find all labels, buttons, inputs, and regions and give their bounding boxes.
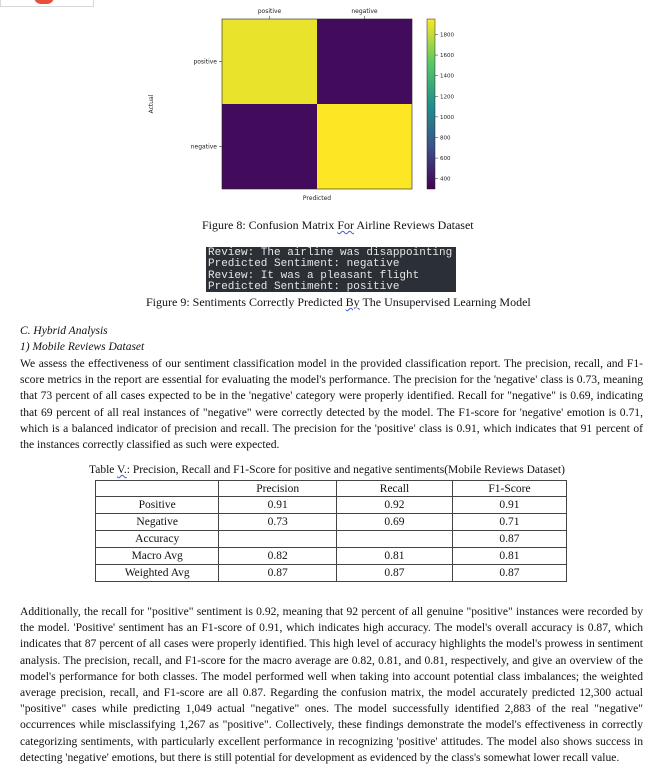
terminal-line: Review: The airline was disappointing	[208, 247, 453, 259]
caption-flagged-word: By	[345, 295, 360, 309]
table-cell: 0.87	[219, 565, 337, 582]
heatmap-cell-positive-negative	[317, 19, 412, 104]
caption-text: Figure 9: Sentiments Correctly Predicted	[146, 295, 346, 309]
table-cell: 0.69	[336, 514, 452, 531]
x-tick-label: negative	[351, 8, 378, 15]
table-row	[96, 497, 567, 514]
table-cell: 0.82	[219, 548, 337, 565]
table-row	[96, 531, 567, 548]
figure-9-caption	[146, 295, 531, 310]
top-toolbar-fragment	[0, 0, 94, 7]
table-cell	[336, 531, 452, 548]
table-cell: 0.81	[336, 548, 452, 565]
y-axis-label: Actual	[148, 94, 155, 114]
table-cell: 0.73	[219, 514, 337, 531]
colorbar-tick-label: 400	[440, 176, 451, 183]
caption-flagged-word: For	[337, 218, 354, 232]
table-cell: 0.71	[452, 514, 566, 531]
table-row	[96, 565, 567, 582]
header-cell: F1-Score	[452, 481, 566, 497]
figure-8-caption	[202, 218, 474, 233]
row-label: Macro Avg	[96, 548, 219, 565]
table-cell: 0.81	[452, 548, 566, 565]
table-cell	[219, 531, 337, 548]
heatmap-cell-negative-positive	[222, 104, 317, 189]
header-cell: Recall	[336, 481, 452, 497]
red-tab-marker	[34, 0, 54, 4]
terminal-line: Review: It was a pleasant flight	[208, 269, 420, 282]
section-heading: C. Hybrid Analysis	[20, 325, 108, 337]
table-cell: 0.87	[336, 565, 452, 582]
confusion-matrix-heatmap	[140, 4, 470, 204]
header-cell: Precision	[219, 481, 337, 497]
heatmap-cell-negative-negative	[317, 104, 412, 189]
row-label: Positive	[96, 497, 219, 514]
paragraph-1: We assess the effectiveness of our sentiment classification model in the provided classification report. The precision, recall, and F1-score metrics in the report are essential for evaluating the model's performance. The precision for the 'negative' class is 0.73, meaning that 73 percent of all cases expected to be in the 'negative' category were properly identified. Recall for "negative" is 0.69, indicating that 69 percent of all real instances of "negative" were correctly detected by the model. The F1-score for 'negative' emotion is 0.71, which is a balanced indicator of precision and recall. The precision for the 'positive' class is 0.91, which indicates that 91 percent of the instances correctly classified as such were expected.	[20, 357, 643, 452]
colorbar-tick-label: 1800	[440, 32, 454, 39]
row-label: Accuracy	[96, 531, 219, 548]
x-axis-label: Predicted	[302, 195, 332, 202]
caption-flagged-word: V.	[117, 464, 127, 476]
y-tick-label: positive	[193, 58, 217, 66]
metrics-table	[95, 480, 567, 582]
heatmap-cell-positive-positive	[222, 19, 317, 104]
table-row	[96, 514, 567, 531]
table-cell: 0.87	[452, 565, 566, 582]
terminal-line: Predicted Sentiment: negative	[208, 258, 400, 271]
caption-text: : Precision, Recall and F1-Score for positive and negative sentiments(Mobile Reviews Dataset)	[126, 464, 565, 476]
caption-text: The Unsupervised Learning Model	[359, 295, 531, 309]
x-tick-label: positive	[257, 8, 282, 15]
colorbar	[427, 19, 435, 189]
table-cell: 0.92	[336, 497, 452, 514]
header-cell	[96, 481, 219, 497]
colorbar-tick-label: 1000	[440, 114, 454, 121]
table-header-row	[96, 481, 567, 497]
table-row	[96, 548, 567, 565]
table-cell: 0.91	[219, 497, 337, 514]
caption-text: Airline Reviews Dataset	[354, 218, 474, 232]
row-label: Weighted Avg	[96, 565, 219, 582]
colorbar-tick-label: 600	[440, 156, 451, 163]
table-cell: 0.87	[452, 531, 566, 548]
colorbar-tick-label: 800	[440, 135, 451, 142]
table-caption	[89, 464, 565, 476]
colorbar-tick-label: 1600	[440, 53, 454, 60]
terminal-output	[206, 247, 456, 292]
paragraph-2: Additionally, the recall for "positive" sentiment is 0.92, meaning that 92 percent of all genuine "positive" instances were recorded by the model. 'Positive' sentiment has an F1-score of 0.91, which indicates high accuracy. The model's overall accuracy is 0.87, which indicates that 87 percent of all cases were properly identified. This high level of accuracy highlights the model's prowess in sentiment analysis. The precision, recall, and F1-score for the macro average are 0.82, 0.81, and 0.81, respectively, and give an overview of the model's performance for both classes. The model performed well when taking into account potential class imbalances; the weighted average precision, recall, and F1-score are all 0.87. Regarding the confusion matrix, the model accurately predicted 12,300 actual "positive" cases while predicting 1,049 actual "negative" ones. The model successfully identified 2,883 of the real "negative" occurrences while misclassifying 1,267 as "positive". Collectively, these findings demonstrate the model's effectiveness in correctly categorizing sentiments, with particularly excellent performance in recognizing 'positive' attitudes. The model also shows success in detecting 'negative' emotions, but there is still potential for development as evidenced by the class's somewhat lower recall value.	[20, 605, 643, 764]
row-label: Negative	[96, 514, 219, 531]
y-tick-label: negative	[190, 143, 217, 151]
confusion-matrix-figure	[140, 4, 470, 204]
caption-text: Figure 8: Confusion Matrix	[202, 218, 338, 232]
subsection-heading: 1) Mobile Reviews Dataset	[20, 341, 145, 353]
table-cell: 0.91	[452, 497, 566, 514]
caption-text: Table	[89, 464, 118, 476]
terminal-line: Predicted Sentiment: positive	[208, 280, 400, 292]
colorbar-tick-label: 1400	[440, 73, 454, 80]
colorbar-tick-label: 1200	[440, 94, 454, 101]
